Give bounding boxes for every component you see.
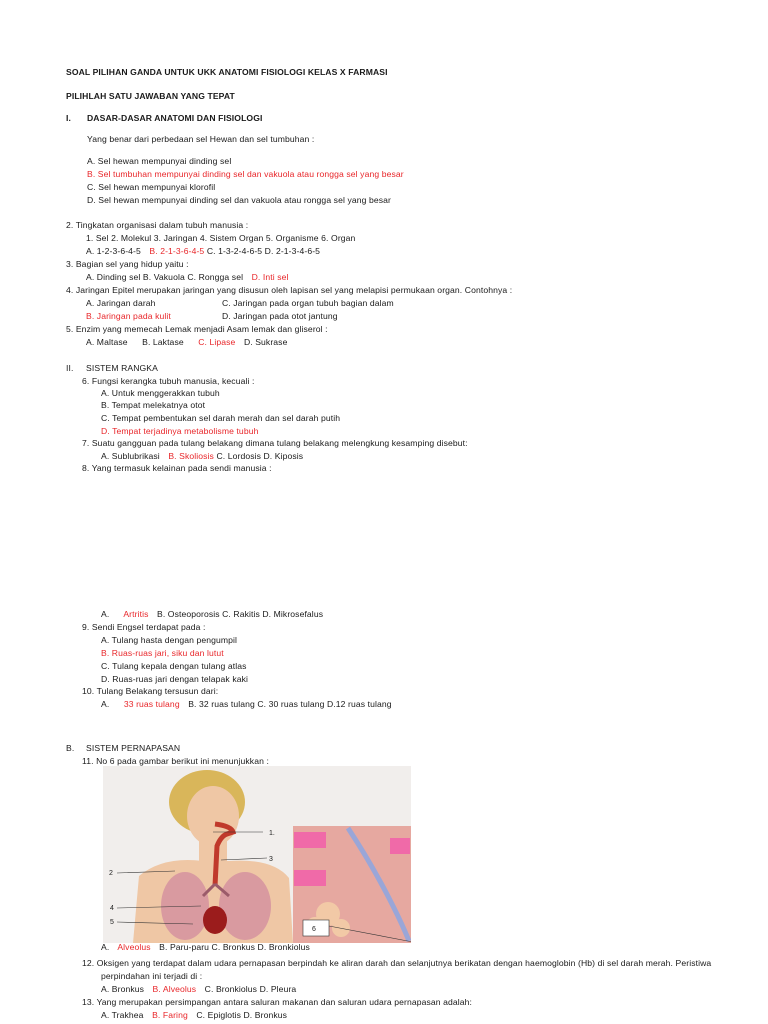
q12-option-b-correct: B. Alveolus	[152, 984, 197, 994]
q8-options	[101, 609, 323, 619]
label-box-blank	[294, 832, 326, 848]
q6-option-d-correct: D. Tempat terjadinya metabolisme tubuh	[101, 426, 259, 436]
q1-option-a: A. Sel hewan mempunyai dinding sel	[87, 156, 232, 166]
q3-option-a-c: A. Dinding sel B. Vakuola C. Rongga sel	[86, 272, 244, 282]
q8-option-b-d: B. Osteoporosis C. Rakitis D. Mikrosefalus	[157, 609, 324, 619]
figure-label-1: 1.	[269, 830, 275, 837]
q7-option-b-correct: B. Skoliosis	[168, 451, 214, 461]
section-number: I.	[66, 113, 71, 123]
question-11-text: 11. No 6 pada gambar berikut ini menunjukkan :	[82, 756, 269, 766]
q13-options	[101, 1010, 287, 1020]
q10-option-label: A.	[101, 699, 110, 709]
section-number: B.	[66, 743, 75, 753]
instruction: PILIHLAH SATU JAWABAN YANG TEPAT	[66, 91, 235, 101]
q3-options	[86, 272, 289, 282]
q11-option-label: A.	[101, 942, 110, 952]
section-title: SISTEM PERNAPASAN	[86, 743, 181, 753]
figure-label-4: 4	[110, 905, 114, 912]
question-8-text: 8. Yang termasuk kelainan pada sendi manusia :	[82, 463, 272, 473]
q7-option-a: A. Sublubrikasi	[101, 451, 160, 461]
q2-option-c-d: C. 1-3-2-4-6-5 D. 2-1-3-4-6-5	[206, 246, 321, 256]
question-12-text: 12. Oksigen yang terdapat dalam udara pernapasan berpindah ke aliran darah dan selanjutnya berikatan dengan haemoglobin (Hb) di sel darah merah. Peristiwa	[82, 958, 712, 968]
q6-option-a: A. Untuk menggerakkan tubuh	[101, 388, 220, 398]
figure-label-3: 3	[269, 856, 273, 863]
q5-option-d: D. Sukrase	[243, 337, 288, 347]
label-box-blank	[294, 870, 326, 886]
q7-option-c-d: C. Lordosis D. Kiposis	[216, 451, 304, 461]
q11-options	[101, 942, 310, 952]
q1-option-b-correct: B. Sel tumbuhan mempunyai dinding sel dan vakuola atau rongga sel yang besar	[87, 169, 404, 179]
q13-option-c-d: C. Epiglotis D. Bronkus	[196, 1010, 288, 1020]
q1-option-c: C. Sel hewan mempunyai klorofil	[87, 182, 216, 192]
q2-option-b-correct: B. 2-1-3-6-4-5	[149, 246, 205, 256]
q10-options	[101, 699, 392, 709]
q9-option-c: C. Tulang kepala dengan tulang atlas	[101, 661, 247, 671]
q1-option-d: D. Sel hewan mempunyai dinding sel dan vakuola atau rongga sel yang besar	[87, 195, 391, 205]
heart-shape	[203, 906, 227, 934]
q2-list: 1. Sel 2. Molekul 3. Jaringan 4. Sistem Organ 5. Organisme 6. Organ	[86, 233, 356, 243]
question-6-text: 6. Fungsi kerangka tubuh manusia, kecuali :	[82, 376, 255, 386]
q11-option-b-d: B. Paru-paru C. Bronkus D. Bronkiolus	[159, 942, 310, 952]
question-1-text: Yang benar dari perbedaan sel Hewan dan sel tumbuhan :	[87, 134, 315, 144]
question-9-text: 9. Sendi Engsel terdapat pada :	[82, 622, 206, 632]
q5-option-a: A. Maltase	[86, 337, 128, 347]
question-7-text: 7. Suatu gangguan pada tulang belakang dimana tulang belakang melengkung kesamping disebut:	[82, 438, 468, 448]
question-10-text: 10. Tulang Belakang tersusun dari:	[82, 686, 219, 696]
q6-option-b: B. Tempat melekatnya otot	[101, 400, 206, 410]
q9-option-a: A. Tulang hasta dengan pengumpil	[101, 635, 238, 645]
q13-option-b-correct: B. Faring	[152, 1010, 188, 1020]
question-12-text-cont: perpindahan ini terjadi di :	[101, 971, 203, 981]
q2-option-a: A. 1-2-3-6-4-5	[86, 246, 141, 256]
document-title: SOAL PILIHAN GANDA UNTUK UKK ANATOMI FISIOLOGI KELAS X FARMASI	[66, 67, 388, 77]
left-lung-shape	[161, 872, 209, 940]
question-13-text: 13. Yang merupakan persimpangan antara saluran makanan dan saluran udara pernapasan adalah:	[82, 997, 473, 1007]
respiratory-system-illustration	[103, 766, 411, 943]
right-lung-shape	[219, 872, 271, 940]
q3-option-d-correct: D. Inti sel	[251, 272, 289, 282]
section-number: II.	[66, 363, 74, 373]
q9-option-b-correct: B. Ruas-ruas jari, siku dan lutut	[101, 648, 224, 658]
q5-options	[86, 337, 287, 347]
q7-options	[101, 451, 303, 461]
q10-option-a-correct: 33 ruas tulang	[123, 699, 180, 709]
question-3-text: 3. Bagian sel yang hidup yaitu :	[66, 259, 189, 269]
label-box-6	[303, 920, 329, 936]
q8-option-a-prefix: A.	[101, 609, 110, 619]
q10-option-b-d: B. 32 ruas tulang C. 30 ruas tulang D.12 ruas tulang	[188, 699, 392, 709]
q8-option-a-correct: Artritis	[123, 609, 149, 619]
q9-option-d: D. Ruas-ruas jari dengan telapak kaki	[101, 674, 249, 684]
label-box-blank	[390, 838, 410, 854]
q4-option-d: D. Jaringan pada otot jantung	[222, 311, 338, 321]
section-title: SISTEM RANGKA	[86, 363, 158, 373]
question-4-text: 4. Jaringan Epitel merupakan jaringan yang disusun oleh lapisan sel yang melapisi permukaan organ. Contohnya :	[66, 285, 513, 295]
q13-option-a: A. Trakhea	[101, 1010, 144, 1020]
section-title: DASAR-DASAR ANATOMI DAN FISIOLOGI	[87, 113, 263, 123]
q12-option-c-d: C. Bronkiolus D. Pleura	[204, 984, 297, 994]
q11-option-a-correct: Alveolus	[117, 942, 151, 952]
q5-option-c-correct: C. Lipase	[198, 337, 236, 347]
q2-options	[86, 246, 320, 256]
figure-label-5: 5	[110, 919, 114, 926]
q4-option-a: A. Jaringan darah	[86, 298, 156, 308]
q6-option-c: C. Tempat pembentukan sel darah merah dan sel darah putih	[101, 413, 341, 423]
q5-option-b: B. Laktase	[142, 337, 184, 347]
question-5-text: 5. Enzim yang memecah Lemak menjadi Asam lemak dan gliserol :	[66, 324, 328, 334]
figure-label-2: 2	[109, 870, 113, 877]
q4-option-c: C. Jaringan pada organ tubuh bagian dalam	[222, 298, 394, 308]
q12-options	[101, 984, 296, 994]
q4-option-b-correct: B. Jaringan pada kulit	[86, 311, 171, 321]
q12-option-a: A. Bronkus	[101, 984, 145, 994]
figure-label-6: 6	[312, 926, 316, 933]
question-2-text: 2. Tingkatan organisasi dalam tubuh manusia :	[66, 220, 249, 230]
